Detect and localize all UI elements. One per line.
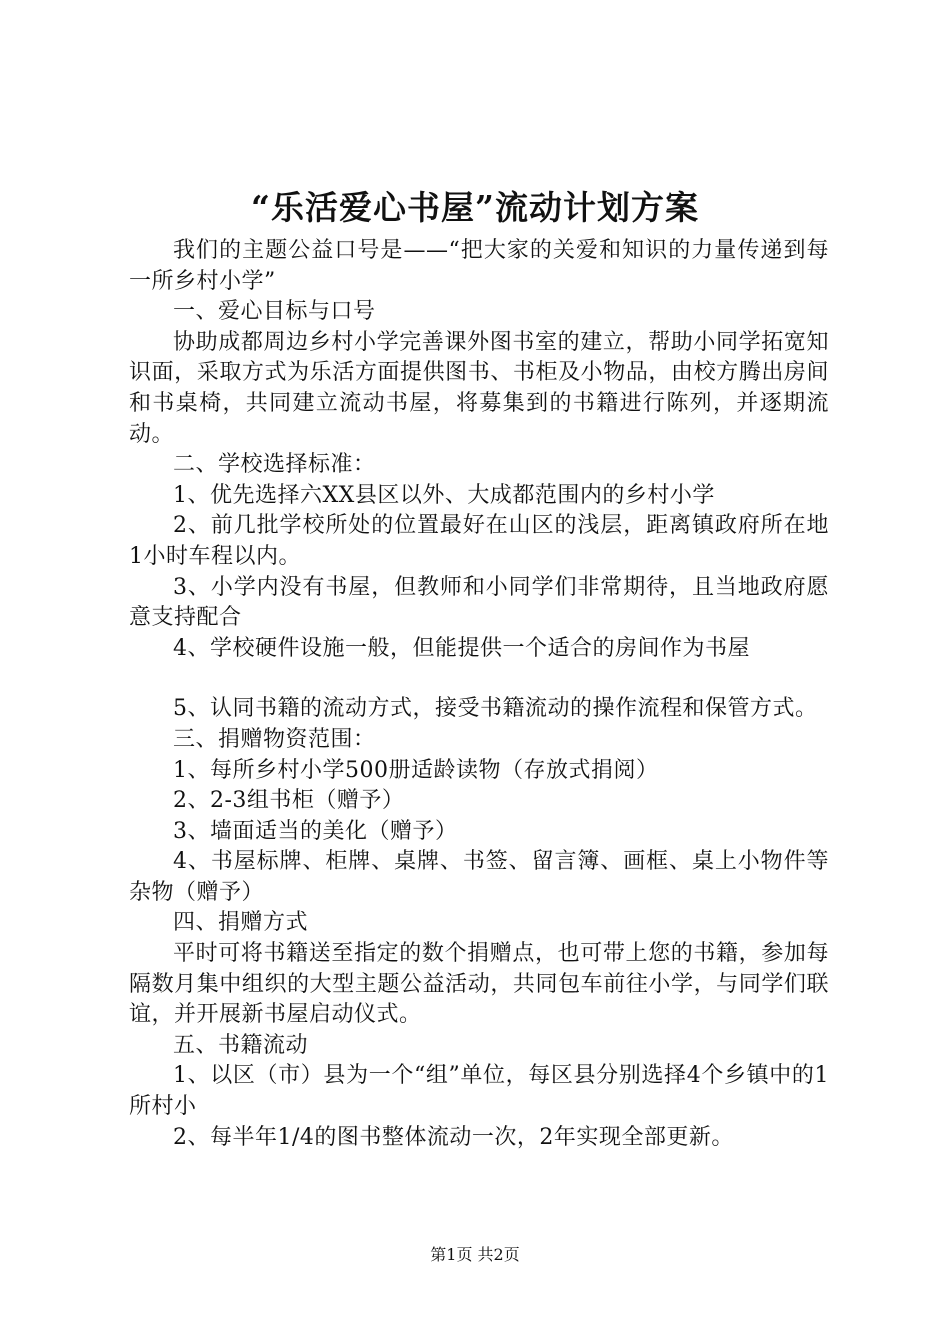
document-title: “乐活爱心书屋”流动计划方案 — [251, 188, 699, 227]
list-item: 5、认同书籍的流动方式，接受书籍流动的操作流程和保管方式。 — [173, 696, 818, 722]
list-item: 2、每半年1/4的图书整体流动一次，2年实现全部更新。 — [173, 1124, 734, 1150]
paragraph-section-1: 协助成都周边乡村小学完善课外图书室的建立，帮助小同学拓宽知识面，采取方式为乐活方面提供图书、书柜及小物品，由校方腾出房间和书桌椅，共同建立流动书屋，将募集到的书籍进行陈列，并逐期流动。 — [129, 329, 829, 447]
heading-section-1: 一、爱心目标与口号 — [173, 299, 376, 325]
list-item: 4、学校硬件设施一般，但能提供一个适合的房间作为书屋 — [173, 635, 750, 661]
list-item: 1、每所乡村小学500册适龄读物（存放式捐阅） — [173, 757, 659, 783]
heading-section-5: 五、书籍流动 — [173, 1032, 309, 1058]
page-footer: 第1页 共2页 — [430, 1245, 520, 1264]
list-item: 2、前几批学校所处的位置最好在山区的浅层，距离镇政府所在地1小时车程以内。 — [129, 513, 829, 569]
heading-section-2: 二、学校选择标准： — [173, 452, 376, 478]
list-item: 3、小学内没有书屋，但教师和小同学们非常期待，且当地政府愿意支持配合 — [129, 574, 829, 631]
list-item: 1、优先选择六XX县区以外、大成都范围内的乡村小学 — [173, 482, 715, 508]
list-item: 3、墙面适当的美化（赠予） — [173, 818, 458, 844]
list-item: 2、2-3组书柜（赠予） — [173, 788, 405, 814]
paragraph-section-4: 平时可将书籍送至指定的数个捐赠点，也可带上您的书籍，参加每隔数月集中组织的大型主题公益活动，共同包车前往小学，与同学们联谊，并开展新书屋启动仪式。 — [129, 941, 829, 1028]
paragraph-slogan: 我们的主题公益口号是——“把大家的关爱和知识的力量传递到每一所乡村小学” — [129, 238, 829, 294]
heading-section-4: 四、捐赠方式 — [173, 910, 309, 936]
list-item: 4、书屋标牌、柜牌、桌牌、书签、留言簿、画框、桌上小物件等杂物（赠予） — [129, 849, 829, 905]
document-body — [129, 236, 829, 1153]
heading-section-3: 三、捐赠物资范围： — [173, 726, 376, 752]
list-item: 1、以区（市）县为一个“组”单位，每区县分别选择4个乡镇中的1所村小 — [129, 1063, 829, 1120]
